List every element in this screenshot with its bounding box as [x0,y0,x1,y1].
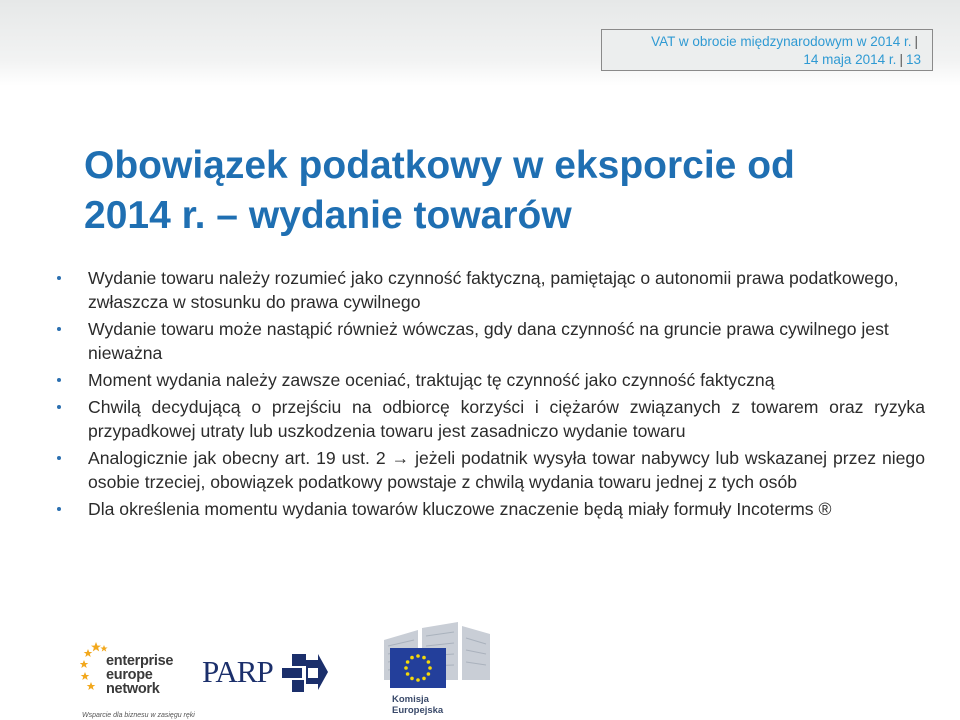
bullet-item: Moment wydania należy zawsze oceniać, traktując tę czynność jako czynność faktyczną [57,368,925,392]
bullet-item: Chwilą decydującą o przejściu na odbiorcę korzyści i ciężarów związanych z towarem oraz ryzyka przypadkowej utraty lub uszkodzenia towaru jest zasadniczo wydanie towaru [57,395,925,443]
european-commission-logo [378,620,528,720]
bullet-item: Wydanie towaru może nastąpić również wówczas, gdy dana czynność na gruncie prawa cywilnego jest nieważna [57,317,925,365]
ec-wordmark: Komisja Europejska [392,694,444,716]
parp-logo [202,644,342,704]
european-commission-building-icon [378,620,528,692]
slide-title-line-2: 2014 r. – wydanie towarów [84,194,572,237]
header-date: 14 maja 2014 r. [803,52,897,67]
een-wordmark: enterprise europe network [106,653,174,697]
header-box [601,29,933,71]
slide-title [84,141,904,241]
header-line-2: 14 maja 2014 r. | 13 [803,52,921,67]
een-tagline: Wsparcie dla biznesu w zasięgu ręki [82,712,195,719]
bullet-item: Dla określenia momentu wydania towarów kluczowe znaczenie będą miały formuły Incoterms ® [57,497,925,521]
enterprise-europe-network-logo [78,632,195,720]
footer-logos [0,620,960,720]
parp-wordmark: PARP [202,654,273,689]
page-number: 13 [905,52,921,67]
bullet-list [57,266,925,524]
bullet-item: Wydanie towaru należy rozumieć jako czynność faktyczną, pamiętając o autonomii prawa podatkowego, zwłaszcza w stosunku do prawa cywilnego [57,266,925,314]
bullet-item: Analogicznie jak obecny art. 19 ust. 2 → jeżeli podatnik wysyła towar nabywcy lub wskazanej przez niego osobie trzeciej, obowiązek podatkowy powstaje z chwilą wydania towaru jednej z tych osób [57,446,925,494]
header-line-1: VAT w obrocie międzynarodowym w 2014 r. | [651,34,918,49]
slide-title-line-1: Obowiązek podatkowy w eksporcie od [84,144,795,187]
parp-arrows-icon [278,650,330,696]
